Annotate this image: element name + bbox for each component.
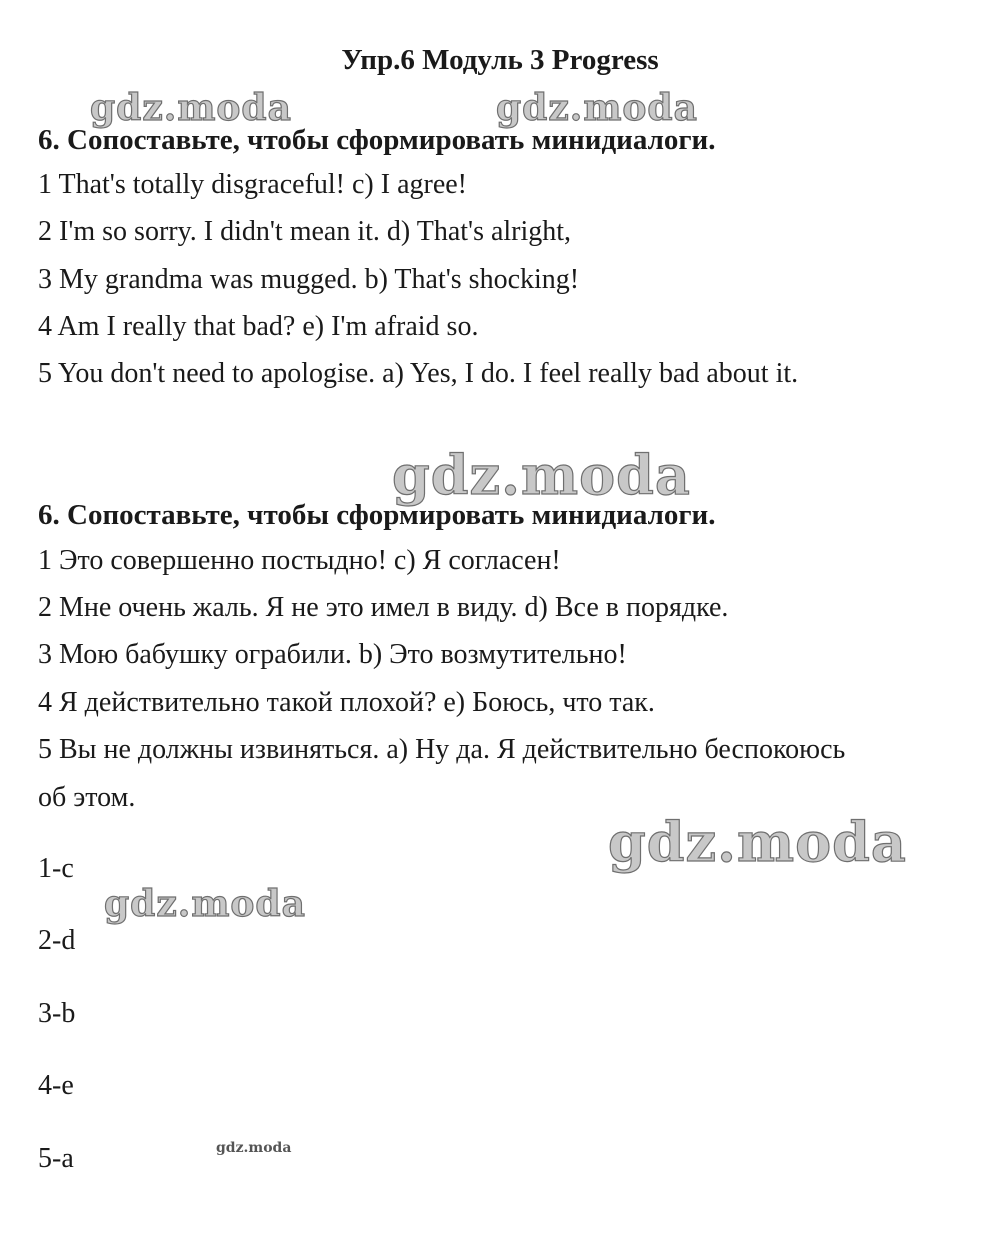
dialogue-line: 5 You don't need to apologise. a) Yes, I do. I feel really bad about it. [38, 358, 799, 389]
answer-item: 5-a [38, 1143, 74, 1174]
watermark-logo: gdz.moda [608, 810, 907, 874]
section-heading: 6. Сопоставьте, чтобы сформировать минидиалоги. [38, 499, 716, 531]
answer-item: 3-b [38, 998, 76, 1029]
dialogue-line: об этом. [38, 782, 136, 813]
watermark-logo: gdz.moda [392, 443, 691, 507]
page-title: Упр.6 Модуль 3 Progress [341, 44, 659, 76]
dialogue-line: 1 Это совершенно постыдно! c) Я согласен! [38, 545, 561, 576]
section-heading: 6. Сопоставьте, чтобы сформировать минидиалоги. [38, 124, 716, 156]
watermark-logo: gdz.moda [104, 883, 306, 925]
dialogue-line: 4 Я действительно такой плохой? e) Боюсь, что так. [38, 687, 655, 718]
watermark-logo: gdz.moda [216, 1140, 292, 1156]
dialogue-line: 5 Вы не должны извиняться. a) Ну да. Я действительно беспокоюсь [38, 734, 846, 765]
dialogue-line: 4 Am I really that bad? e) I'm afraid so. [38, 311, 479, 342]
answer-item: 2-d [38, 925, 76, 956]
dialogue-line: 3 Мою бабушку ограбили. b) Это возмутительно! [38, 639, 627, 670]
watermark-logo: gdz.moda [90, 87, 292, 129]
dialogue-line: 2 I'm so sorry. I didn't mean it. d) That's alright, [38, 216, 572, 247]
watermark-logo: gdz.moda [496, 87, 698, 129]
dialogue-line: 2 Мне очень жаль. Я не это имел в виду. d) Все в порядке. [38, 592, 729, 623]
answer-item: 4-e [38, 1070, 74, 1101]
dialogue-line: 3 My grandma was mugged. b) That's shocking! [38, 264, 580, 295]
dialogue-line: 1 That's totally disgraceful! c) I agree! [38, 169, 468, 200]
answer-item: 1-c [38, 853, 74, 884]
